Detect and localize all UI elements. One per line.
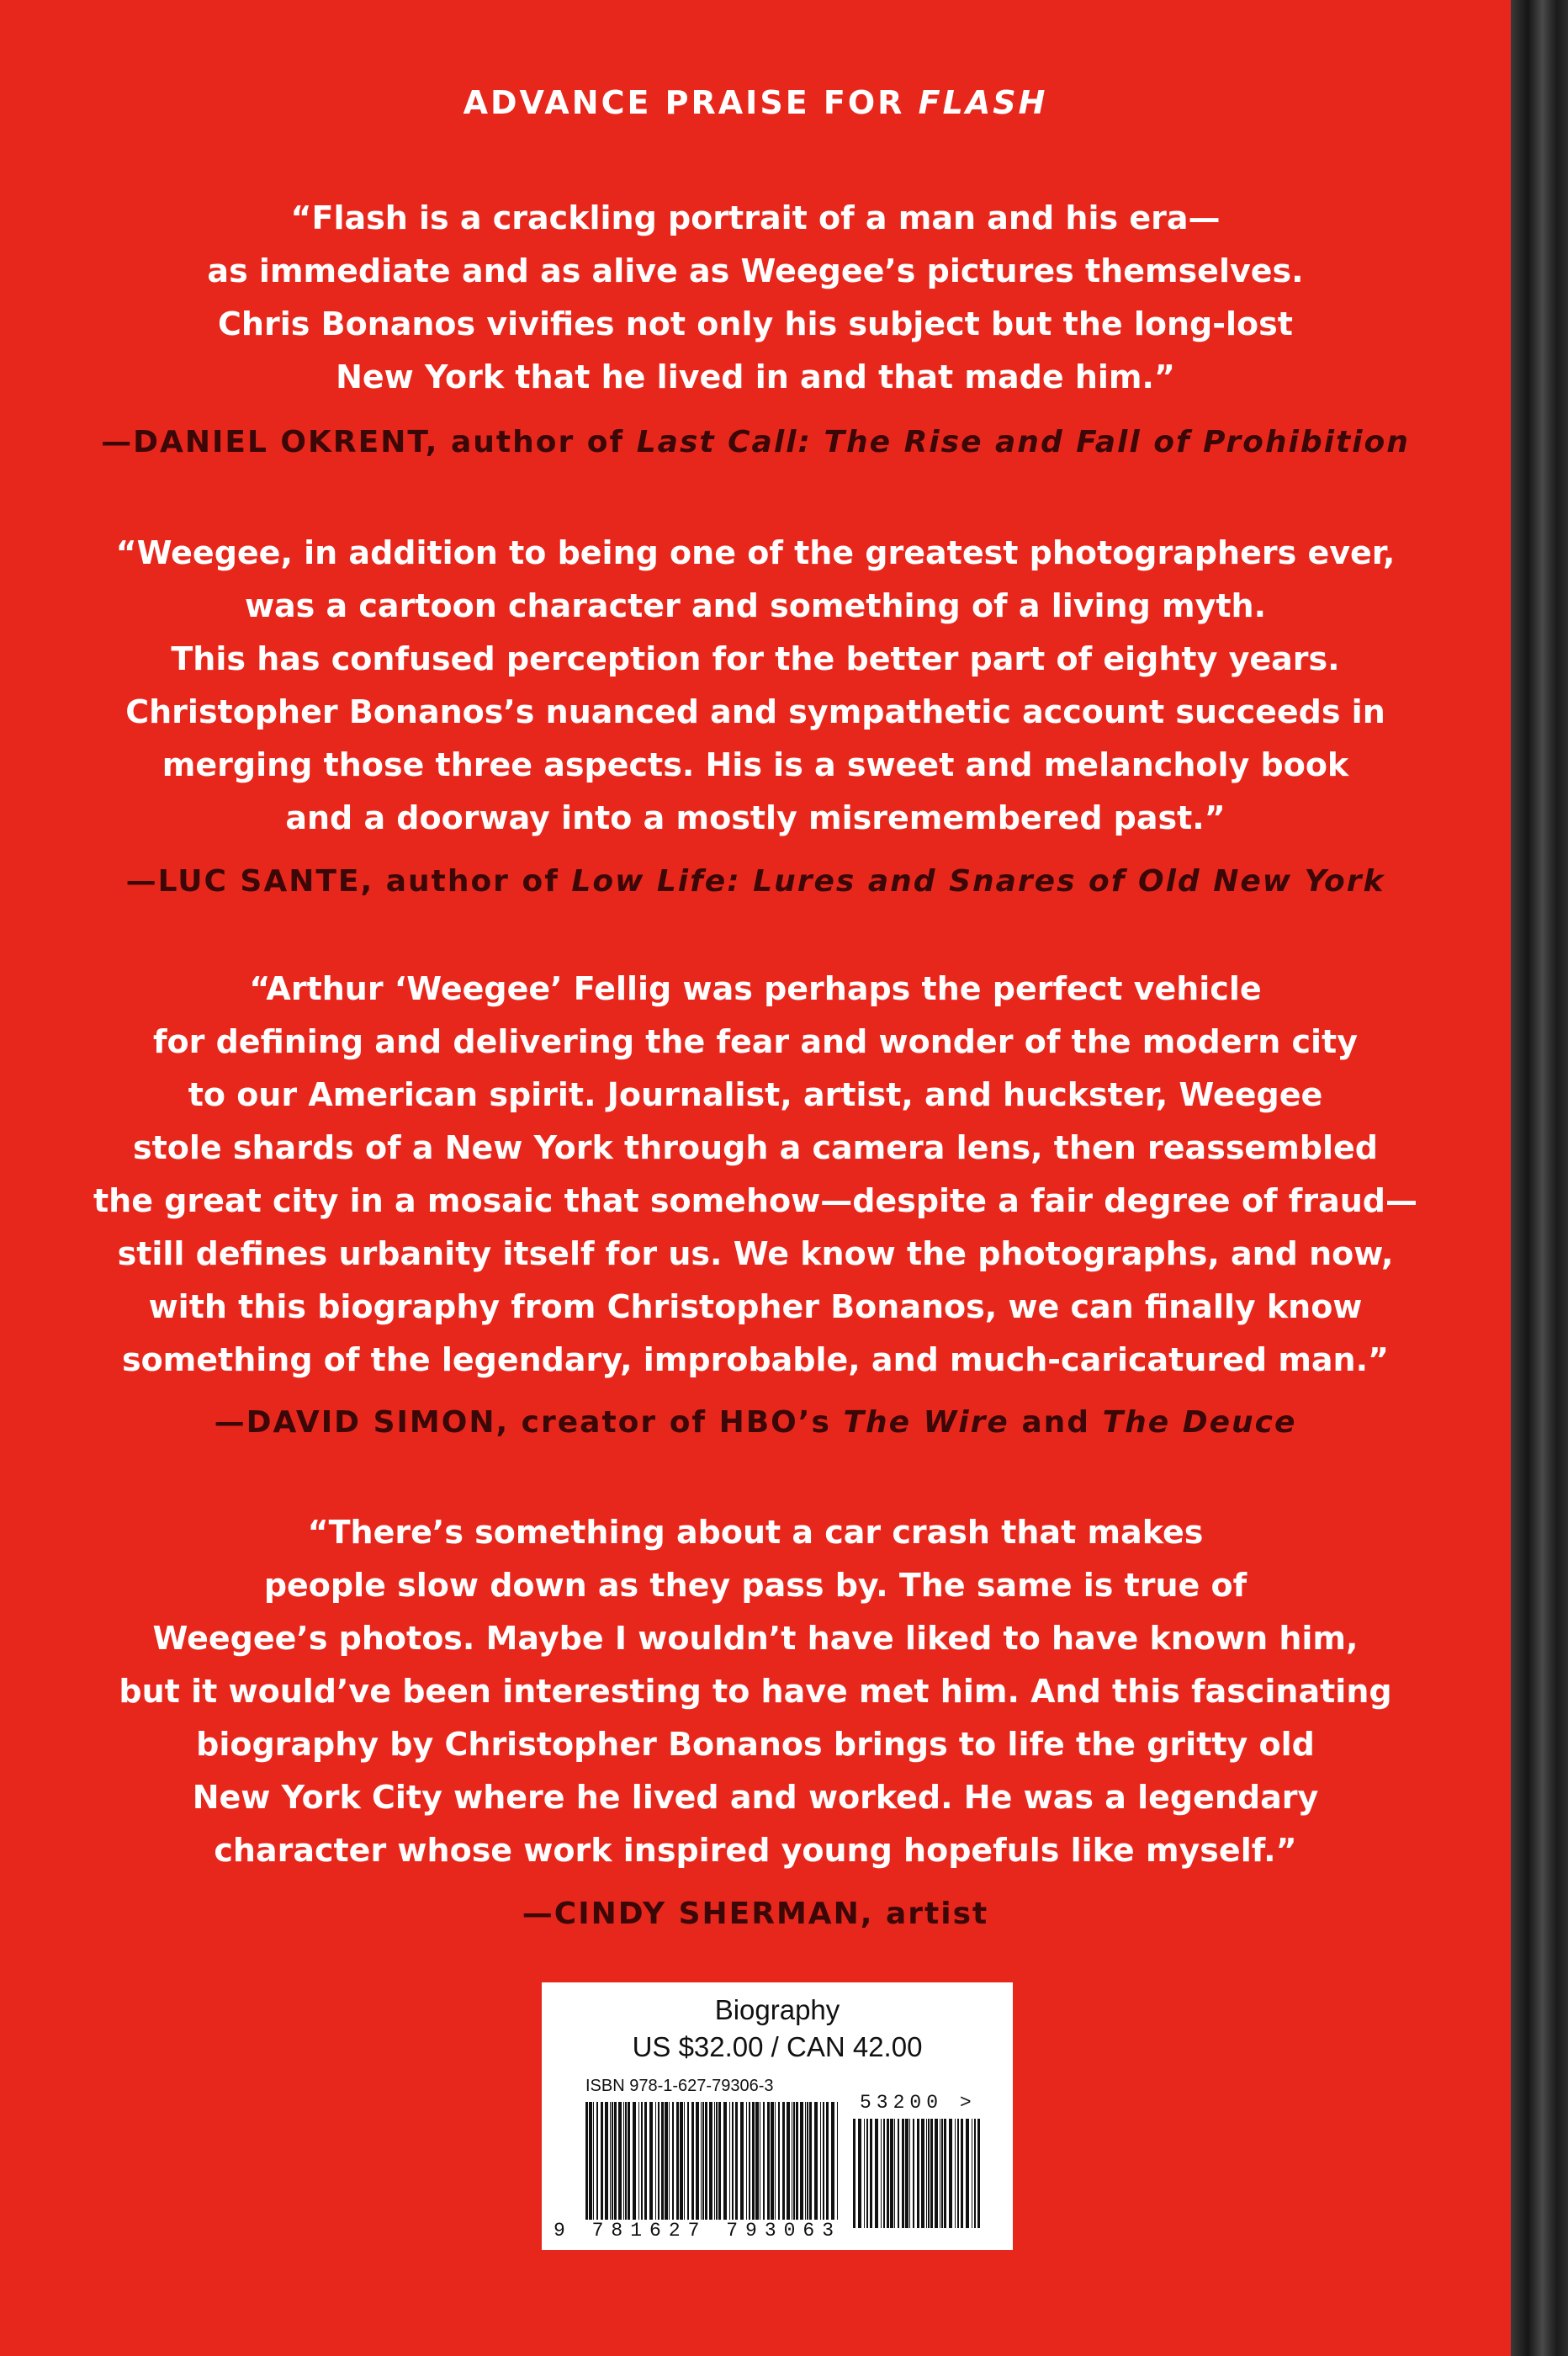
blurb-sherman <box>67 1506 1444 1877</box>
blurb-simon <box>67 963 1444 1387</box>
blurb-line: Christopher Bonanos’s nuanced and sympathetic account succeeds in <box>125 693 1385 730</box>
blurb-line: as immediate and as alive as Weegee’s pictures themselves. <box>207 252 1304 289</box>
blurb-line: New York that he lived in and that made him.” <box>336 358 1175 395</box>
blurb-line: Weegee’s photos. Maybe I wouldn’t have liked to have known him, <box>152 1620 1359 1657</box>
book-price: US $32.00 / CAN 42.00 <box>632 2031 923 2062</box>
blurb-line: “Weegee, in addition to being one of the greatest photographers ever, <box>115 534 1396 571</box>
blurb-line: and a doorway into a mostly misremembered past.” <box>285 799 1226 836</box>
barcode-digits: 9 781627 793063 <box>554 2220 842 2242</box>
blurb-line: something of the legendary, improbable, and much-caricatured man.” <box>121 1341 1390 1378</box>
blurb-line: New York City where he lived and worked. He was a legendary <box>192 1779 1319 1816</box>
blurb-line: still defines urbanity itself for us. We know the photographs, and now, <box>117 1235 1394 1272</box>
book-category: Biography <box>714 1994 840 2025</box>
blurb-line: was a cartoon character and something of a living myth. <box>244 587 1267 624</box>
praise-heading: ADVANCE PRAISE FOR FLASH <box>463 84 1048 121</box>
spine-edge <box>1511 0 1568 2356</box>
blurb-line: people slow down as they pass by. The same is true of <box>263 1567 1248 1604</box>
blurb-line: biography by Christopher Bonanos brings to life the gritty old <box>196 1726 1315 1763</box>
blurb-line: for defining and delivering the fear and wonder of the modern city <box>153 1023 1358 1060</box>
blurb-okrent <box>67 192 1444 404</box>
attribution-simon: —DAVID SIMON, creator of HBO’s The Wire and The Deuce <box>214 1405 1297 1440</box>
blurb-line: merging those three aspects. His is a sweet and melancholy book <box>162 746 1349 783</box>
blurb-line: “There’s something about a car crash that makes <box>307 1514 1204 1551</box>
blurb-sante <box>67 527 1444 845</box>
isbn-number: ISBN 978-1-627-79306-3 <box>585 2077 774 2095</box>
blurb-line: the great city in a mosaic that somehow—despite a fair degree of fraud— <box>93 1182 1417 1219</box>
price-barcode-box <box>542 1982 1013 2250</box>
blurb-line: “Arthur ‘Weegee’ Fellig was perhaps the perfect vehicle <box>249 970 1262 1007</box>
blurb-line: stole shards of a New York through a camera lens, then reassembled <box>132 1129 1379 1166</box>
price-addon-barcode <box>853 2119 988 2228</box>
blurb-line: Chris Bonanos vivifies not only his subject but the long-lost <box>218 305 1293 342</box>
blurb-line: to our American spirit. Journalist, artist, and huckster, Weegee <box>188 1076 1323 1113</box>
blurb-line: with this biography from Christopher Bonanos, we can finally know <box>148 1288 1363 1325</box>
attribution-sherman: —CINDY SHERMAN, artist <box>522 1897 989 1931</box>
blurb-line: character whose work inspired young hopefuls like myself.” <box>214 1832 1297 1869</box>
attribution-sante: —LUC SANTE, author of Low Life: Lures and Snares of Old New York <box>125 864 1385 899</box>
blurb-line: “Flash is a crackling portrait of a man and his era— <box>290 199 1221 236</box>
isbn-barcode <box>585 2102 838 2220</box>
attribution-okrent: —DANIEL OKRENT, author of Last Call: The Rise and Fall of Prohibition <box>101 425 1410 459</box>
blurb-line: This has confused perception for the better part of eighty years. <box>171 640 1340 677</box>
blurb-line: but it would’ve been interesting to have met him. And this fascinating <box>119 1673 1392 1710</box>
addon-digits: 53200 > <box>860 2092 977 2114</box>
